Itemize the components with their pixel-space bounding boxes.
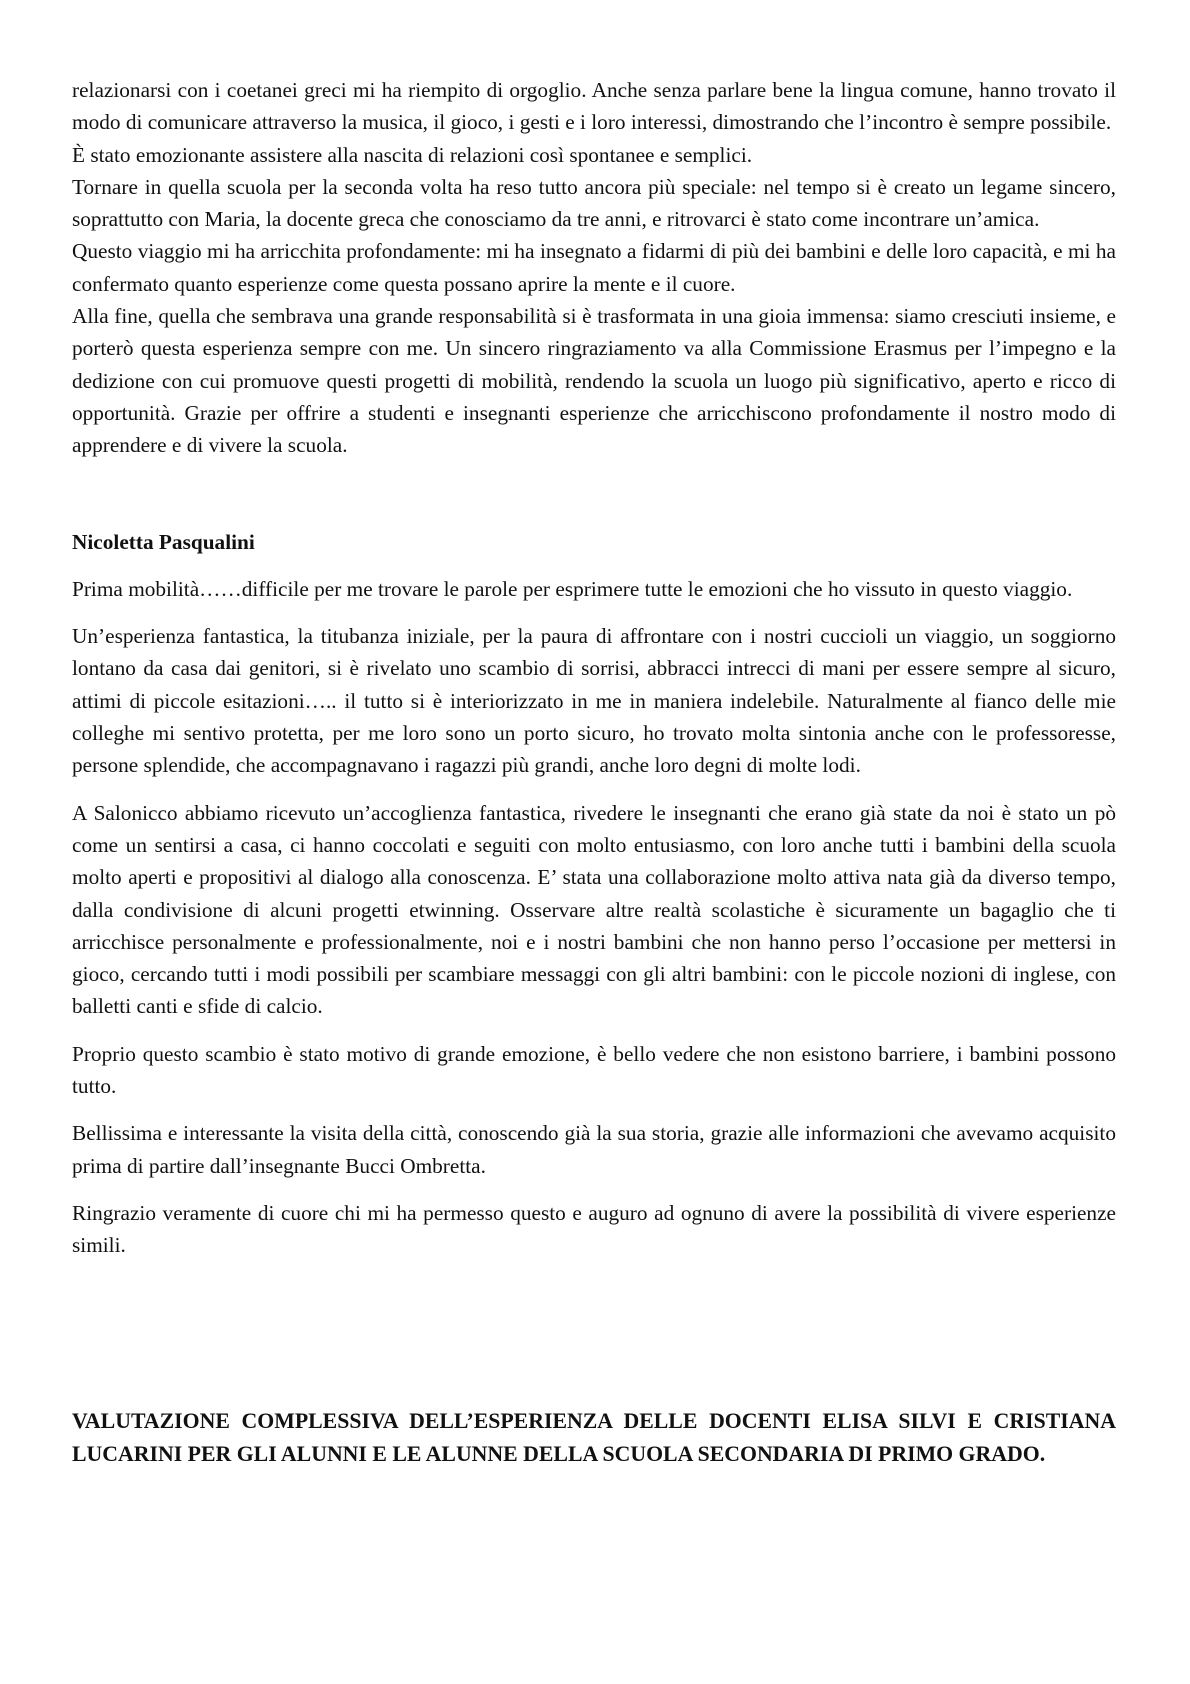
document-page — [72, 74, 1116, 1471]
intro-paragraph-5: Alla fine, quella che sembrava una grande responsabilità si è trasformata in una gioia immensa: siamo cresciuti insieme, e porterò questa esperienza sempre con me. Un sincero ringraziamento va alla Commissione Erasmus per l’impegno e la dedizione con cui promuove questi progetti di mobilità, rendendo la scuola un luogo più significativo, aperto e ricco di opportunità. Grazie per offrire a studenti e insegnanti esperienze che arricchiscono profondamente il nostro modo di apprendere e di vivere la scuola. — [72, 304, 1116, 458]
intro-paragraph-4: Questo viaggio mi ha arricchita profondamente: mi ha insegnato a fidarmi di più dei bambini e delle loro capacità, e mi ha confermato quanto esperienze come questa possano aprire la mente e il cuore. — [72, 239, 1116, 296]
section-paragraph-5: Bellissima e interessante la visita della città, conoscendo già la sua storia, grazie alle informazioni che avevamo acquisito prima di partire dall’insegnante Bucci Ombretta. — [72, 1121, 1116, 1178]
final-heading: VALUTAZIONE COMPLESSIVA DELL’ESPERIENZA DELLE DOCENTI ELISA SILVI E CRISTIANA LUCARINI PER GLI ALUNNI E LE ALUNNE DELLA SCUOLA SECONDARIA DI PRIMO GRADO. — [72, 1408, 1116, 1466]
section-paragraph-4: Proprio questo scambio è stato motivo di grande emozione, è bello vedere che non esistono barriere, i bambini possono tutto. — [72, 1041, 1116, 1099]
author-name: Nicoletta Pasqualini — [72, 529, 255, 554]
section-paragraph-1: Prima mobilità……difficile per me trovare le parole per esprimere tutte le emozioni che ho vissuto in questo viaggio. — [72, 576, 1073, 601]
section-paragraph-6: Ringrazio veramente di cuore chi mi ha permesso questo e auguro ad ognuno di avere la possibilità di vivere esperienze simili. — [72, 1200, 1116, 1258]
section-spacer — [72, 462, 1116, 526]
intro-paragraph-1: relazionarsi con i coetanei greci mi ha riempito di orgoglio. Anche senza parlare bene la lingua comune, hanno trovato il modo di comunicare attraverso la musica, il gioco, i gesti e i loro interessi, dimostrando che l’incontro è sempre possibile. — [72, 78, 1116, 135]
section-paragraph-2: Un’esperienza fantastica, la titubanza iniziale, per la paura di affrontare con i nostri cuccioli un viaggio, un soggiorno lontano da casa dai genitori, si è rivelato uno scambio di sorrisi, abbracci intrecci di mani per essere sempre al sicuro, attimi di piccole esitazioni….. il tutto si è interiorizzato in me in maniera indelebile. Naturalmente al fianco delle mie colleghe mi sentivo protetta, per me loro sono un porto sicuro, ho trovato molta sintonia anche con le professoresse, persone splendide, che accompagnavano i ragazzi più grandi, anche loro degni di molte lodi. — [72, 624, 1116, 778]
final-spacer — [72, 1277, 1116, 1405]
intro-paragraph-3: Tornare in quella scuola per la seconda volta ha reso tutto ancora più speciale: nel tempo si è creato un legame sincero, soprattutto con Maria, la docente greca che conosciamo da tre anni, e ritrovarci è stato come incontrare un’amica. — [72, 174, 1116, 232]
intro-paragraph-2: È stato emozionante assistere alla nascita di relazioni così spontanee e semplici. — [72, 142, 753, 167]
section-paragraph-3: A Salonicco abbiamo ricevuto un’accoglienza fantastica, rivedere le insegnanti che erano già state da noi è stato un pò come un sentirsi a casa, ci hanno coccolati e seguiti con molto entusiasmo, con loro anche tutti i bambini della scuola molto aperti e propositivi al dialogo alla conoscenza. E’ stata una collaborazione molto attiva nata già da diverso tempo, dalla condivisione di alcuni progetti etwinning. Osservare altre realtà scolastiche è sicuramente un bagaglio che ti arricchisce personalmente e professionalmente, noi e i nostri bambini che non hanno perso l’occasione per mettersi in gioco, cercando tutti i modi possibili per scambiare messaggi con gli altri bambini: con le piccole nozioni di inglese, con balletti canti e sfide di calcio. — [72, 800, 1116, 1019]
